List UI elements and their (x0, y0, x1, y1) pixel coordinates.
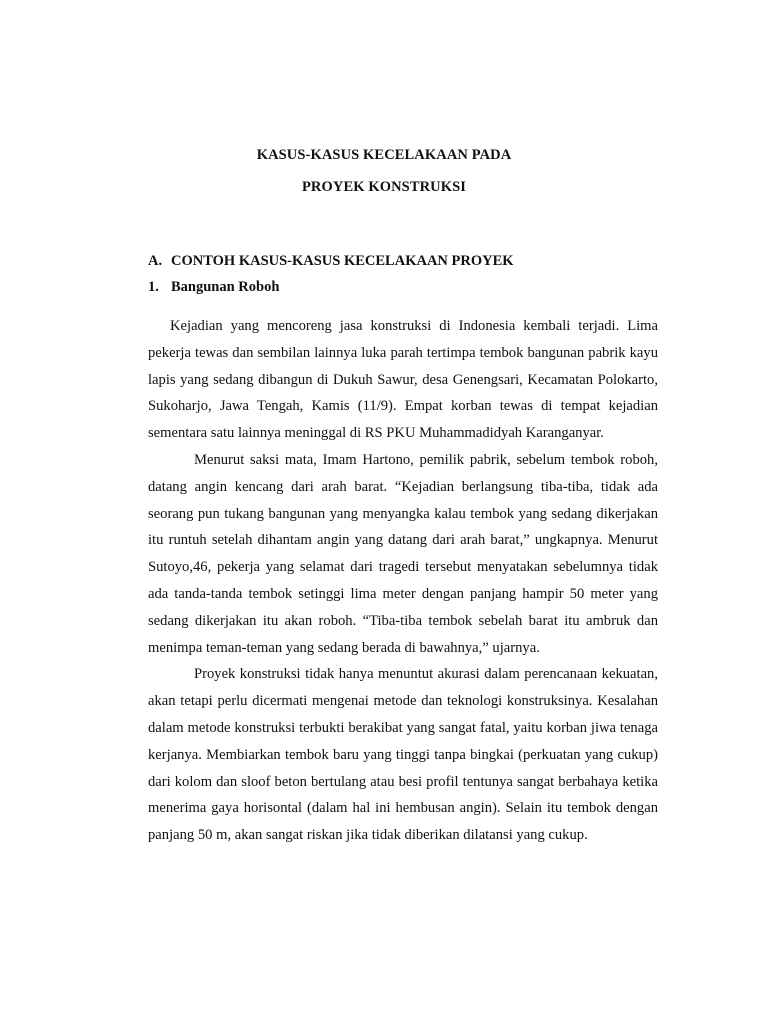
paragraph-3: Proyek konstruksi tidak hanya menuntut akurasi dalam perencanaan kekuatan, akan tetapi perlu dicermati mengenai metode dan teknologi konstruksinya. Kesalahan dalam metode konstruksi terbukti berakibat yang sangat fatal, yaitu korban jiwa tenaga kerjanya. Membiarkan tembok baru yang tinggi tanpa bingkai (perkuatan yang cukup) dari kolom dan sloof beton bertulang atau besi profil tentunya sangat berbahaya ketika menerima gaya horisontal (dalam hal ini hembusan angin). Selain itu tembok dengan panjang 50 m, akan sangat riskan jika tidak diberikan dilatansi yang cukup. (148, 666, 658, 844)
document-title-line-2: PROYEK KONSTRUKSI (301, 179, 467, 195)
section-heading-a (148, 253, 514, 270)
document-title-line-1: KASUS-KASUS KECELAKAAN PADA (256, 147, 512, 163)
paragraph-2: Menurut saksi mata, Imam Hartono, pemilik pabrik, sebelum tembok roboh, datang angin kencang dari arah barat. “Kejadian berlangsung tiba-tiba, tidak ada seorang pun tukang bangunan yang menyangka kalau tembok yang sedang dikerjakan itu runtuh setelah dihantam angin yang datang dari arah barat,” ungkapnya. Menurut Sutoyo,46, pekerja yang selamat dari tragedi tersebut menyatakan sebelumnya tidak ada tanda-tanda tembok setinggi lima meter dengan panjang hampir 50 meter yang sedang dikerjakan itu akan roboh. “Tiba-tiba tembok sebelah barat itu ambruk dan menimpa teman-teman yang sedang berada di bawahnya,” ujarnya. (148, 451, 658, 656)
document-body (148, 313, 658, 849)
subsection-title: Bangunan Roboh (171, 279, 280, 295)
subsection-heading-1 (148, 279, 279, 296)
paragraph-1: Kejadian yang mencoreng jasa konstruksi di Indonesia kembali terjadi. Lima pekerja tewas dan sembilan lainnya luka parah tertimpa tembok bangunan pabrik kayu lapis yang sedang dibangun di Dukuh Sawur, desa Genengsari, Kecamatan Polokarto, Sukoharjo, Jawa Tengah, Kamis (11/9). Empat korban tewas di tempat kejadian sementara satu lainnya meninggal di RS PKU Muhammadidyah Karanganyar. (148, 318, 658, 442)
section-marker: A. (148, 253, 163, 269)
subsection-marker: 1. (148, 279, 159, 295)
section-title: CONTOH KASUS-KASUS KECELAKAAN PROYEK (171, 253, 514, 269)
